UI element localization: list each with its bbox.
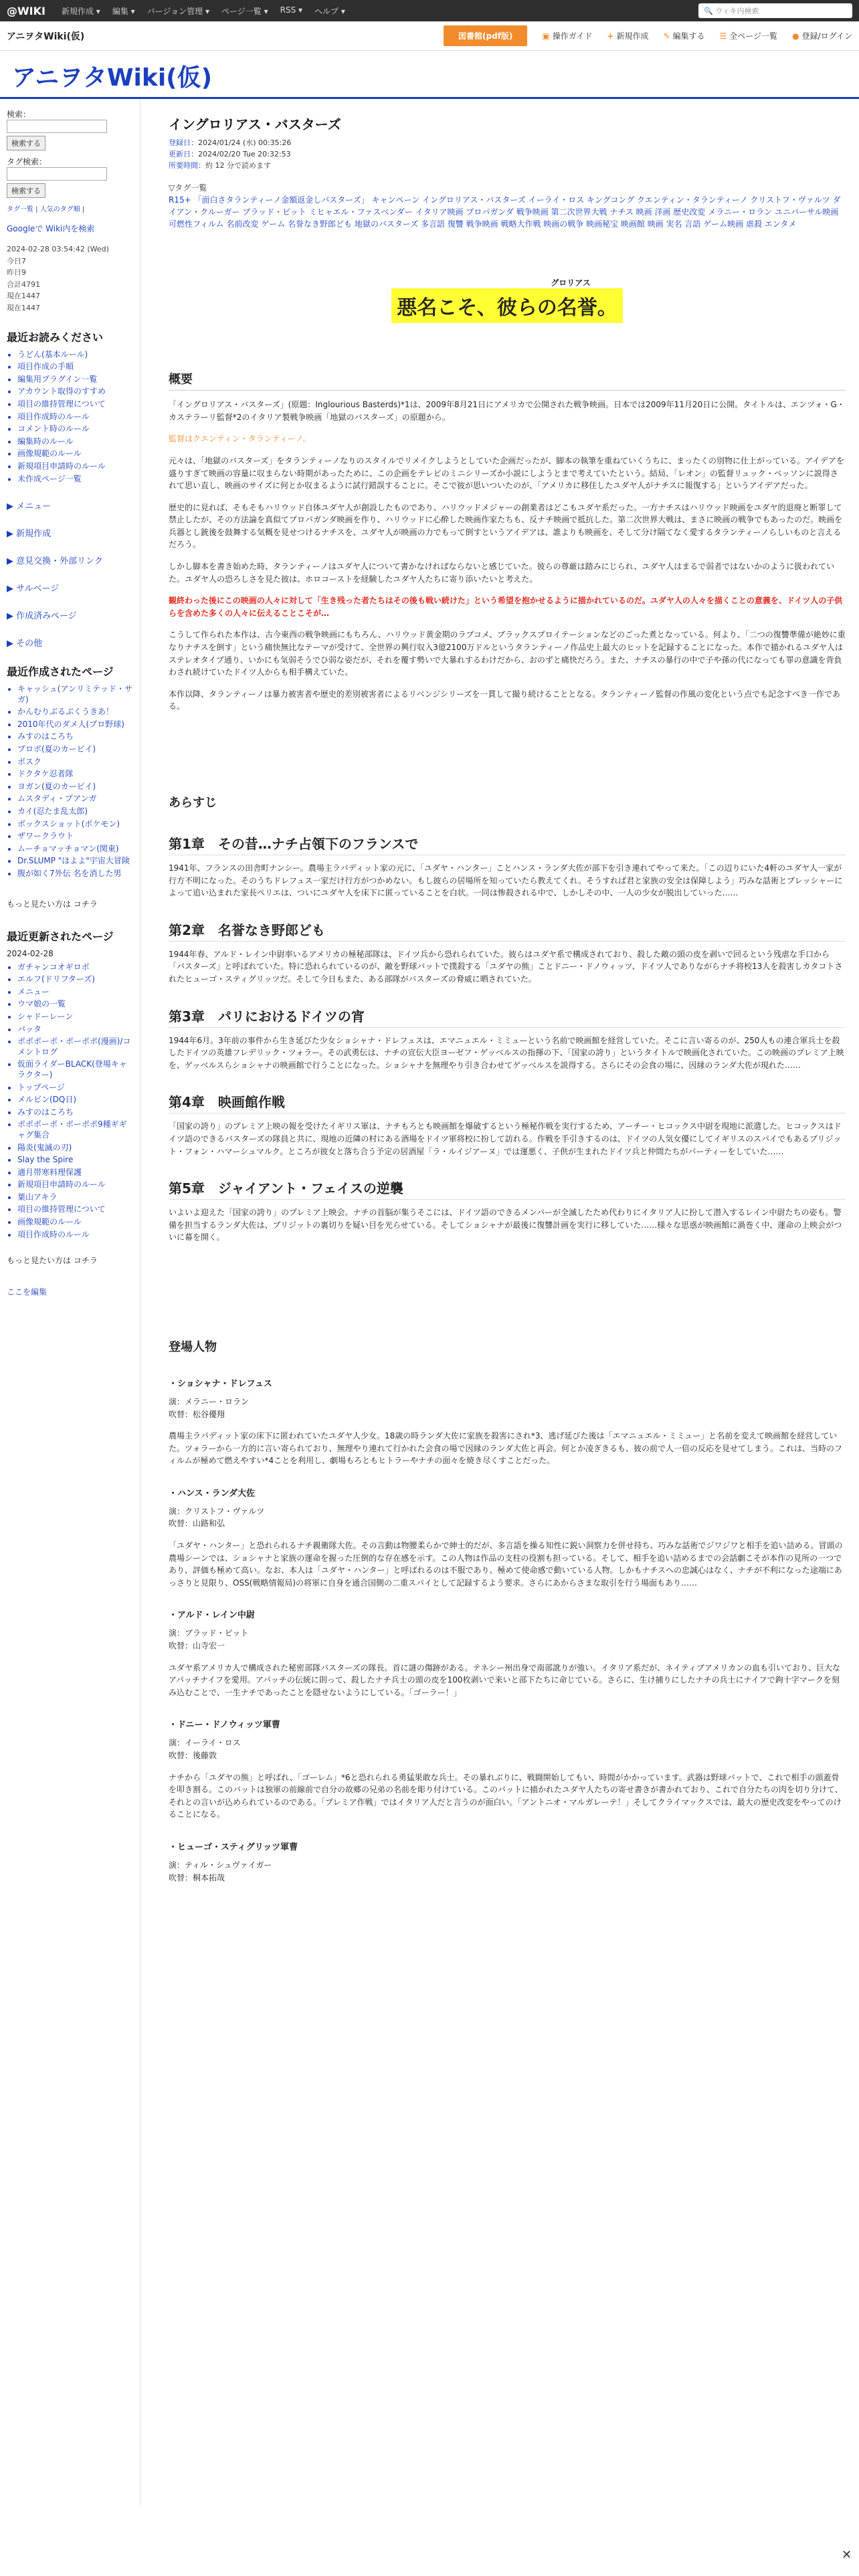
- sidebar-search-input[interactable]: [7, 120, 107, 133]
- list-item[interactable]: • 新規項目申請時のルール: [17, 461, 133, 472]
- recent-reads-heading: 最近お読みください: [7, 330, 104, 344]
- chapter-heading: 第2章 名誉なき野郎ども: [169, 920, 846, 942]
- tag-links[interactable]: R15+ 「面白さタランティーノ金額返金しバスターズ」 キャンペーン イングロリアス・バスターズ イーライ・ロス キングコング クエンティン・タランティーノ クリストフ・ヴァルツ ダイアン・クルーガー ブラッド・ピット ミヒャエル・ファスベンダー イタリア映画 プロパガンダ 戦争映画 第二次世界大戦 ナチス 映画 洋画 歴史改変 メラニー・ロラン ユニバーサル映画 可燃性フィルム 名前改変 ゲーム 名誉なき野郎ども 地獄のバスターズ 多言語 復讐 戦争映画 戦略大作戦 映画の戦争 映画秘宝 映画館 映画 実名 言語 ゲーム映画 虐殺 エンタメ: [169, 195, 841, 229]
- list-item[interactable]: • 新規項目申請時のルール: [17, 1180, 133, 1190]
- list-item[interactable]: • Slay the Spire: [17, 1155, 133, 1166]
- overview-paragraph: 本作以降、タランティーノは暴力被害者や歴史的差別被害者によるリベンジシリーズを一貫して撮り続けることとなる。タランティーノ監督の作風の変化という点でも記念すべき一作である。: [169, 689, 840, 712]
- menu-new[interactable]: 新規作成 ▾: [61, 6, 100, 16]
- list-item[interactable]: • 仮面ライダーBLACK(登場キャラクター): [17, 1059, 133, 1080]
- overview-paragraph: 観終わった後にこの映画の人々に対して「生き残った者たちはその後も戦い続けた」という希望を抱かせるように描かれているのだ。ユダヤ人の人々を描くことの意義を、ドイツ人の子供らを含めた多くの人々に伝えることこそが…: [169, 596, 843, 618]
- list-item[interactable]: • ボックスショット(ポケモン): [17, 819, 133, 830]
- more-link[interactable]: もっと見たい方は コチラ: [7, 899, 98, 909]
- all-pages-link[interactable]: ☰ 全ページ一覧: [719, 31, 778, 41]
- user-icon: ●: [792, 31, 799, 41]
- tag-list[interactable]: [169, 182, 846, 230]
- menu-pages[interactable]: ページ一覧 ▾: [221, 6, 268, 16]
- banner-ruby: グロリアス: [551, 278, 591, 288]
- list-item[interactable]: • メニュー: [17, 987, 133, 998]
- characters-heading: 登場人物: [169, 1339, 217, 1354]
- menu-help[interactable]: ヘルプ ▾: [314, 6, 345, 16]
- list-item[interactable]: • 腹が如く7外伝 名を消した男: [17, 869, 133, 879]
- character-cast: 演：ティル・シュヴァイガー 吹替：桐本拓哉: [169, 1860, 272, 1883]
- character-name: ・アルド・レイン中尉: [169, 1610, 255, 1621]
- article-dates: 登録日：2024/01/24 (水) 00:35:26 更新日：2024/02/20 Tue 20:32:53 所要時間：約 12 分で読めます: [169, 138, 292, 171]
- character-description: ナチから「ユダヤの熊」と呼ばれ、「ゴーレム」*6と恐れられる勇猛果敢な兵士。その暴れぶりに、戦闘開始してもい、時間がかかっています。武器は野球バットで、これで相手の頭蓋骨を叩き割る。このバットは独軍の前線前で自分の故郷の兄弟の名前を彫り付けている。このバットに描かれたユダヤ人たちの寄せ書きが書かれており、これで自分たちの肉を切り分けて、それとの言いが込められているのである。「プレミア作戦」ではイタリア人だと言うのが面白い。「アントニオ・マルガレーテ！」そしてクライマックスでは、最大の歴史改変をやってのけることになる。: [169, 1772, 843, 1820]
- section-exchange[interactable]: ▶ 意見交換・外部リンク: [7, 556, 103, 567]
- list-item[interactable]: • プロポ(夏のカービイ): [17, 744, 133, 755]
- list-item[interactable]: • ボスク: [17, 757, 133, 768]
- search-icon: 🔍: [704, 7, 713, 15]
- overview-paragraph: 歴史的に見れば、そもそもハリウッド自体ユダヤ人が創設したものであり、ハリウッドメジャーの創業者はどこもユダヤ系だった。一方ナチスはハリウッド映画をユダヤ的退廃と断罪して禁止したが、その方法論を真似てプロパガンダ映画を作り、ハリウッドに心酔した映画作家たちも、反ナチ映画で抵抗した。第二次世界大戦は、まさに映画の戦争でもあったのだ。映画を兵器とし銃後を鼓舞する気概を見せつけるナチスを、ユダヤ人が映画の力でもって倒すというアイデアは、誰よりも映画を、そして分け隔てなく愛するタランティーノらしいものと言えるだろう。: [169, 502, 843, 550]
- site-toolbar: [0, 21, 859, 51]
- list-item[interactable]: • ガチャンコオギロボ: [17, 962, 133, 973]
- list-item[interactable]: • 項目作成時のルール: [17, 1230, 133, 1241]
- banner-text: 悪名こそ、彼らの名誉。: [391, 288, 622, 323]
- overview-paragraph: 「イングロリアス・バスターズ」(原題：Inglourious Basterds)*1は、2009年8月21日にアメリカで公開された戦争映画。日本では2009年11月20日に公開。タイトルは、エンツォ・G・カステラーリ監督*2のイタリア製戦争映画「地獄のバスターズ」の原題から。: [169, 400, 845, 422]
- character-name: ・ショシャナ・ドレフュス: [169, 1378, 272, 1389]
- site-name[interactable]: アニヲタWiki(仮): [7, 31, 85, 42]
- atwiki-logo[interactable]: @WIKI: [7, 4, 45, 17]
- edit-sidebar-link[interactable]: ここを編集: [7, 1287, 47, 1297]
- top-menu: [62, 5, 345, 17]
- list-item[interactable]: • 画像規範のルール: [17, 449, 133, 459]
- character-description: 「ユダヤ・ハンター」と恐れられるナチ親衛隊大佐。その言動は物腰柔らかで紳士的だが、多言語を操る知性に鋭い洞察力を併せ持ち、巧みな話術でジワジワと相手を追い詰める。冒頭の農場シーンでは、ショシャナと家族の運命を握った圧倒的な存在感を示す。この人物は作品の支柱の役割も担っている。そして、相手を追い詰めるまでの会話劇こそが本作の見所の一つであり、評価も極めて高い。なお、本人は「ユダヤ・ハンター」と呼ばれるのは不服であり、極めて使命感で動いている人物。しかもナチスへの忠誠心はなく、ナチが不利になった途端にあっさりと見限り、OSS(戦略情報局)の将軍に自身を通合国側の二重スパイとして記録するよう要求。さらにあからさまな取引を行う場面もあり……: [169, 1541, 843, 1588]
- overview-paragraph: 監督はクエンティン・タランティーノ。: [169, 434, 311, 444]
- updated-pages-heading: 最近更新されたページ: [7, 930, 114, 943]
- overview-paragraph: しかし脚本を書き始めた時、タランティーノはユダヤ人について書かなければならないと感じていた。彼らの尊厳は踏みにじられ、ユダヤ人はまるで弱者ではないかのように扱われていた。ユダヤ人の恐ろしさを見た彼は、ホロコーストを経験したユダヤ人たちに寄り添いたいと考えた。: [169, 562, 835, 584]
- tag-search-input[interactable]: [7, 167, 107, 181]
- list-item[interactable]: • メルビン(DQ日): [17, 1095, 133, 1105]
- character-name: ・ハンス・ランダ大佐: [169, 1488, 256, 1499]
- character-cast: 演：クリストフ・ヴァルツ 吹替：山路和弘: [169, 1506, 265, 1529]
- list-item[interactable]: • ポポポーポ・ポーポポ9種ギギャグ集合: [17, 1119, 133, 1140]
- chapter-heading: 第1章 その昔…ナチ占領下のフランスで: [169, 833, 846, 855]
- chapter-heading: 第4章 映画館作戦: [169, 1091, 846, 1113]
- list-item[interactable]: • ヨガン(夏のカービイ): [17, 782, 133, 792]
- chapter-paragraph: 1941年、フランスの田舎町ナンシー。農場主ラパディット家の元に、「ユダヤ・ハンター」ことハンス・ランダ大佐が部下を引き連れてやって来た。「この辺りにいた4軒のユダヤ人一家が行方不明になった。そのうちドレフュス一家だけ行方がつかめない。もし彼らの居場所を知っていたら教えてくれ。そうすれば君と家族の安全は保障しよう」巧みな話術とプレッシャーによって追い込まれた家長ペリエは、ついにユダヤ人を床下に匿っていることを白状。一同は惨殺される中で、しかしその中、一人の少女が脱出していった……: [169, 863, 843, 898]
- tag-search-button[interactable]: 検索する: [7, 183, 45, 198]
- pencil-icon: ✎: [663, 31, 670, 41]
- access-stats: 2024-02-28 03:54:42 (Wed) 今日7 昨日9 合計4791 現在1447 現在1447: [7, 245, 109, 312]
- tag-list-heading: ▽タグ一覧: [169, 183, 207, 193]
- tagline-banner: [169, 277, 846, 323]
- menu-edit[interactable]: 編集 ▾: [112, 6, 135, 16]
- list-item[interactable]: • かんむりぶるぶくうきあ！: [17, 707, 133, 718]
- updated-pages-list: [7, 962, 133, 1241]
- list-item[interactable]: • ザワークラウト: [17, 831, 133, 842]
- list-item[interactable]: • 適月帯寒料理保護: [17, 1168, 133, 1178]
- list-item[interactable]: • 画像規範のルール: [17, 1217, 133, 1228]
- page-title: イングロリアス・バスターズ: [169, 116, 341, 132]
- recent-reads-list: [7, 350, 133, 485]
- list-item[interactable]: • ムーチョマッチョマン(関東): [17, 844, 133, 855]
- synopsis-heading: あらすじ: [169, 796, 217, 811]
- chapter-heading: 第5章 ジャイアント・フェイスの逆襲: [169, 1178, 846, 1200]
- section-new[interactable]: ▶ 新規作成: [7, 529, 52, 540]
- tag-search-label: タグ検索：: [7, 157, 47, 167]
- overview-paragraph: 元々は、「地獄のバスターズ」をタランティーノなりのスタイルでリメイクしようとしていた企画だったが、脚本の執筆を重ねていくうちに、まったくの別物に仕上がっている。アイデアを盛りすぎて映画の容量に収まらない時期があったために、この企画をテレビのミニシリーズか小説にしようとまで考えていたという。結局、「レオン」の監督リュック・ベッソンに説得されて思い直し、映画のサイズに何とか収まるように試行錯誤することに。そこで彼が思いついたのが、「アメリカに移住したユダヤ人がナチスに報復する」というアイデアだった。: [169, 455, 844, 491]
- list-item[interactable]: • コメント時のルール: [17, 424, 133, 435]
- character-description: ユダヤ系アメリカ人で構成された秘密部隊バスターズの隊長。首に謎の傷跡がある。テネシー州出身で南部訛りが強い。イタリア系だが、ネイティブアメリカンの血も引いており、巨大なアパッチナイフを愛用。アパッチの伝統に則って、殺したナチ兵士の頭の皮を100枚剥いで来いと部下たちに命じている。さらに、生け捕りにしたナチの兵士にナイフで鉤十字マークを刻み込むことで、一生ナチであったことを隠せないようにしている。「ゴーラー！」: [169, 1662, 841, 1697]
- list-item[interactable]: • カイ(忍たま乱太郎): [17, 807, 133, 817]
- search-placeholder: ウィキ内検索: [715, 7, 759, 15]
- new-pages-list: [7, 684, 133, 879]
- character-name: ・ドニー・ドノウィッツ軍曹: [169, 1720, 280, 1731]
- list-item[interactable]: • 項目の維持管理について: [17, 399, 133, 410]
- overview-heading: 概要: [169, 370, 846, 391]
- character-cast: 演：メラニー・ロラン 吹替：松谷優翔: [169, 1396, 250, 1419]
- character-name: ・ヒューゴ・スティグリッツ軍曹: [169, 1842, 298, 1852]
- list-item[interactable]: • 編集用プラグイン一覧: [17, 374, 133, 385]
- wiki-title[interactable]: アニヲタWiki(仮): [0, 51, 859, 99]
- plus-icon: +: [607, 31, 614, 41]
- search-label: 検索：: [7, 110, 31, 119]
- list-item[interactable]: • ウマ娘の一覧: [17, 999, 133, 1010]
- section-created[interactable]: ▶ 作成済みページ: [7, 611, 77, 622]
- section-salvage[interactable]: ▶ サルベージ: [7, 584, 60, 595]
- top-navigation-bar: [0, 0, 859, 21]
- chapter-heading: 第3章 パリにおけるドイツの宵: [169, 1006, 846, 1028]
- chapter-paragraph: 「国家の誇り」のプレミア上映の報を受けたイギリス軍は、ナチもろとも映画館を爆破するという極秘作戦を実行するため、アーチー・ヒコックス中尉を現地に派遣した。ヒコックスはドイツ語のできるバスターズの隊員と共に、現地の近隣の村にある酒場をドイツ軍将校に扮して訪れる。作戦を手引きするのは、ドイツの人気女優にしてイギリスのスパイでもあるブリジット・フォン・ハマーシュマルク。ところが彼女と落ち合う予定の居酒屋「ラ・ルイジアーヌ」では運悪く、子供が生まれたドイツ兵と仲間たちがパーティーをしていた……: [169, 1121, 842, 1156]
- new-page-link[interactable]: + 新規作成: [607, 31, 649, 41]
- character-cast: 演：イーライ・ロス 吹替：後藤敦: [169, 1738, 241, 1761]
- tag-links[interactable]: タグ一覧 | 人気のタグ順 |: [7, 206, 85, 213]
- list-item[interactable]: • ムスタディ・プアンガ: [17, 794, 133, 804]
- list-item[interactable]: • みすのはころち: [17, 732, 133, 742]
- chapter-paragraph: いよいよ迎えた「国家の誇り」のプレミア上映会。ナチの首脳が集うそこには、ドイツ語のできるメンバーが全滅したため代わりにイタリア人に扮して潜入するレイン中尉たちの姿も。警備を担当するランダ大佐は、ブリジットの裏切りを疑い目を光らせている。そしてショシャナが最後に復讐計画を実行に移していた……様々な思惑が映画館に渦巻く中、運命の上映会がついに幕を開く。: [169, 1208, 842, 1243]
- close-icon[interactable]: ✕: [842, 2548, 852, 2562]
- list-item[interactable]: • アカウント取得のすすめ: [17, 387, 133, 397]
- character-cast: 演：ブラッド・ピット 吹替：山寺宏一: [169, 1628, 249, 1651]
- sidebar: [0, 99, 140, 2506]
- chapter-paragraph: 1944年6月。3年前の事件から生き延びた少女ショシャナ・ドレフュスは、エマニュエル・ミミューという名前で映画館を経営していた。そこに言い寄るのが、250人もの連合軍兵士を殺したドイツの英雄フレデリック・ツォラー。その武勇伝は、ナチの宣伝大臣ヨーゼフ・ゲッベルスの指揮の下、「国家の誇り」というタイトルで映画化されていた。この映画のプレミア上映を、ゲッベルスらショシャナの映画館で行うことになった。ショシャナを無理やり引き合わせてゲッベルスを説得する。さらにその会食の場に、因縁のランダ大佐が現れた……: [169, 1035, 844, 1070]
- overview-paragraph: こうして作られた本作は、古今東西の戦争映画にもちろん、ハリウッド黄金期のラブコメ、ブラックスプロイテーションなどのごった煮となっている。何より、「二つの復讐準備が絶妙に重なりナチスを倒す」という痛快無比なテーマが受けて、全世界の興行収入3億2100万ドルというタランティーノ作品史上最大のヒットを記録することになった。本作で描かれるユダヤ人はステレオタイプ通り、いかにも気弱そうでひ弱な姿だが、それを覆す勢いで大暴れするわけだから、おのずと痛快だろう。また、ナチスの暴行の中で子や孫の代になっても罪の意識を背負わされ続けていたドイツ人からも相手構えていた。: [169, 630, 846, 677]
- list-item[interactable]: • 未作成ページ一覧: [17, 474, 133, 485]
- list-item[interactable]: • エルフ(ドリフターズ): [17, 974, 133, 985]
- list-item[interactable]: • 2010年代のダメ人(プロ野球): [17, 720, 133, 730]
- list-icon: ☰: [719, 31, 727, 41]
- list-item[interactable]: • 項目作成の手順: [17, 362, 133, 372]
- list-item[interactable]: • シャドーレーン: [17, 1012, 133, 1023]
- list-item[interactable]: • みすのはころち: [17, 1107, 133, 1118]
- list-item[interactable]: • 陽炎(鬼滅の刃): [17, 1143, 133, 1154]
- section-other[interactable]: ▶ その他: [7, 639, 43, 649]
- updated-date: 2024-02-28: [7, 948, 54, 958]
- chapter-paragraph: 1944年春、アルド・レイン中尉率いるアメリカの極秘部隊は、ドイツ兵から恐れられていた。彼らはユダヤ系で構成されており、殺した敵の頭の皮を剥いで回るという残虐な手口から「バスターズ」と呼ばれていた。特に恐れられているのが、敵を野球バットで撲殺する「ユダヤの熊」ことドニー・ドノウィッツ、ドイツ人でありながらナチ将校13人を殺害しカタコトされたヒューゴ・スティグリッツだ。そして今日もまた、ある部隊がバスターズの脅威に晒されていた。: [169, 949, 843, 984]
- section-menu[interactable]: ▶ メニュー: [7, 502, 52, 512]
- list-item[interactable]: • 項目作成時のルール: [17, 412, 133, 423]
- article: [140, 99, 859, 2506]
- menu-rss[interactable]: RSS ▾: [280, 5, 303, 15]
- library-pdf-button[interactable]: 図書館(pdf版): [444, 25, 527, 46]
- sidebar-search-button[interactable]: 検索する: [7, 136, 45, 150]
- list-item[interactable]: • Dr.SLUMP "ほよよ"宇宙大冒険: [17, 856, 133, 867]
- list-item[interactable]: • 編集時のルール: [17, 437, 133, 447]
- guide-link[interactable]: ▣ 操作ガイド: [542, 31, 593, 41]
- list-item[interactable]: • ポポポーポ・ポーポポ(漫画)/コメントログ: [17, 1037, 133, 1057]
- login-link[interactable]: ● 登録/ログイン: [792, 31, 852, 41]
- wiki-search-input[interactable]: [698, 3, 852, 18]
- list-item[interactable]: • キャッシュ(アンリミテッド・サガ): [17, 684, 133, 705]
- list-item[interactable]: • うどん(基本ルール): [17, 350, 133, 360]
- more-link[interactable]: もっと見たい方は コチラ: [7, 1256, 98, 1266]
- list-item[interactable]: • バッタ: [17, 1025, 133, 1035]
- list-item[interactable]: • トップページ: [17, 1083, 133, 1093]
- new-pages-heading: 最近作成されたページ: [7, 665, 114, 679]
- list-item[interactable]: • ドクタケ忍者隊: [17, 769, 133, 780]
- list-item[interactable]: • 葉山アキラ: [17, 1192, 133, 1203]
- menu-version[interactable]: バージョン管理 ▾: [147, 6, 209, 16]
- guide-icon: ▣: [542, 31, 550, 41]
- google-search-link[interactable]: Googleで Wiki内を検索: [7, 224, 95, 233]
- edit-link[interactable]: ✎ 編集する: [663, 31, 705, 41]
- character-description: 農場主ラパディット家の床下に匿われていたユダヤ人少女。18歳の時ランダ大佐に家族を殺害にされ*3、逃げ延びた後は「エマニュエル・ミミュー」と名前を変えて映画館を経営していた。ツォラーから一方的に言い寄られており、無理やり連れて行かれた会食の場で因縁のランダ大佐と再会。何とか凌ぎきるも、彼の前で人一倍の反応を見せてしまう。これは、当時のフィルムが極めて燃えやすい*4ことを利用し、劇場もろともヒトラーやナチの面々を焼き尽くすことだった。: [169, 1431, 843, 1466]
- list-item[interactable]: • 項目の維持管理について: [17, 1204, 133, 1215]
